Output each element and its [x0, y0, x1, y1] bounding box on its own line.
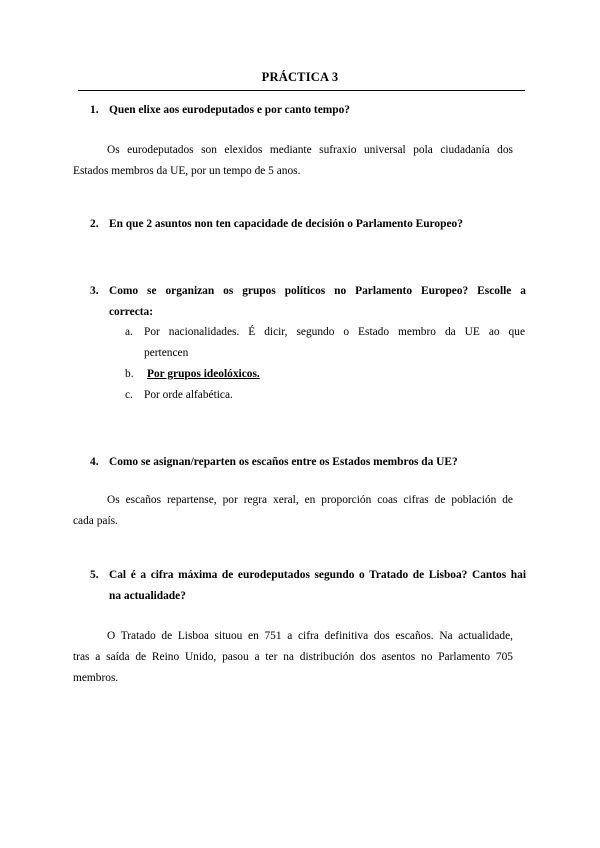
- answer-line: Os eurodeputados son elexidos mediante sufraxio universal pola ciudadanía dos: [107, 144, 513, 156]
- question-text: Quen elixe aos eurodeputados e por canto tempo?: [109, 104, 350, 116]
- option-text: Por orde alfabética.: [144, 389, 233, 401]
- question-number: 5.: [90, 569, 99, 581]
- question-1: [90, 100, 526, 121]
- question-number: 2.: [90, 218, 99, 230]
- answer-1: [73, 140, 513, 182]
- question-text: Cal é a cifra máxima de eurodeputados segundo o Tratado de Lisboa? Cantos hai: [109, 569, 526, 581]
- page-title: PRÁCTICA 3: [261, 70, 339, 84]
- answer-4: [73, 490, 513, 532]
- question-4: [90, 452, 526, 473]
- option-c: [125, 385, 525, 406]
- question-3: [90, 281, 526, 323]
- answer-line: cada país.: [73, 515, 118, 527]
- answer-line: Os escaños repartense, por regra xeral, en proporción coas cifras de población de: [107, 494, 513, 506]
- question-5: [90, 565, 526, 607]
- answer-line: Estados membros da UE, por un tempo de 5 anos.: [73, 165, 301, 177]
- question-text: En que 2 asuntos non ten capacidade de decisión o Parlamento Europeo?: [109, 218, 463, 230]
- question-number: 4.: [90, 456, 99, 468]
- title-divider: [78, 90, 525, 91]
- question-number: 3.: [90, 285, 99, 297]
- question-text: Como se asignan/reparten os escaños entre os Estados membros da UE?: [109, 456, 458, 468]
- answer-line: tras a saída de Reino Unido, pasou a ter na distribución dos asentos no Parlamento 705: [73, 651, 513, 663]
- option-a: [125, 322, 525, 364]
- answer-line: O Tratado de Lisboa situou en 751 a cifra definitiva dos escaños. Na actualidade,: [107, 630, 513, 642]
- option-text-selected: Por grupos ideolóxicos.: [147, 368, 260, 380]
- question-2: [90, 214, 526, 235]
- answer-5: [73, 626, 513, 689]
- question-text: correcta:: [109, 306, 154, 318]
- question-text: Como se organizan os grupos políticos no Parlamento Europeo? Escolle a: [109, 285, 526, 297]
- option-letter: a.: [125, 326, 133, 338]
- option-letter: c.: [125, 389, 133, 401]
- option-text: Por nacionalidades. É dicir, segundo o Estado membro da UE ao que: [144, 326, 525, 338]
- question-text: na actualidade?: [109, 590, 186, 602]
- answer-line: membros.: [73, 672, 119, 684]
- option-b: [125, 364, 525, 385]
- question-number: 1.: [90, 104, 99, 116]
- option-text: pertencen: [144, 347, 189, 359]
- option-letter: b.: [125, 368, 134, 380]
